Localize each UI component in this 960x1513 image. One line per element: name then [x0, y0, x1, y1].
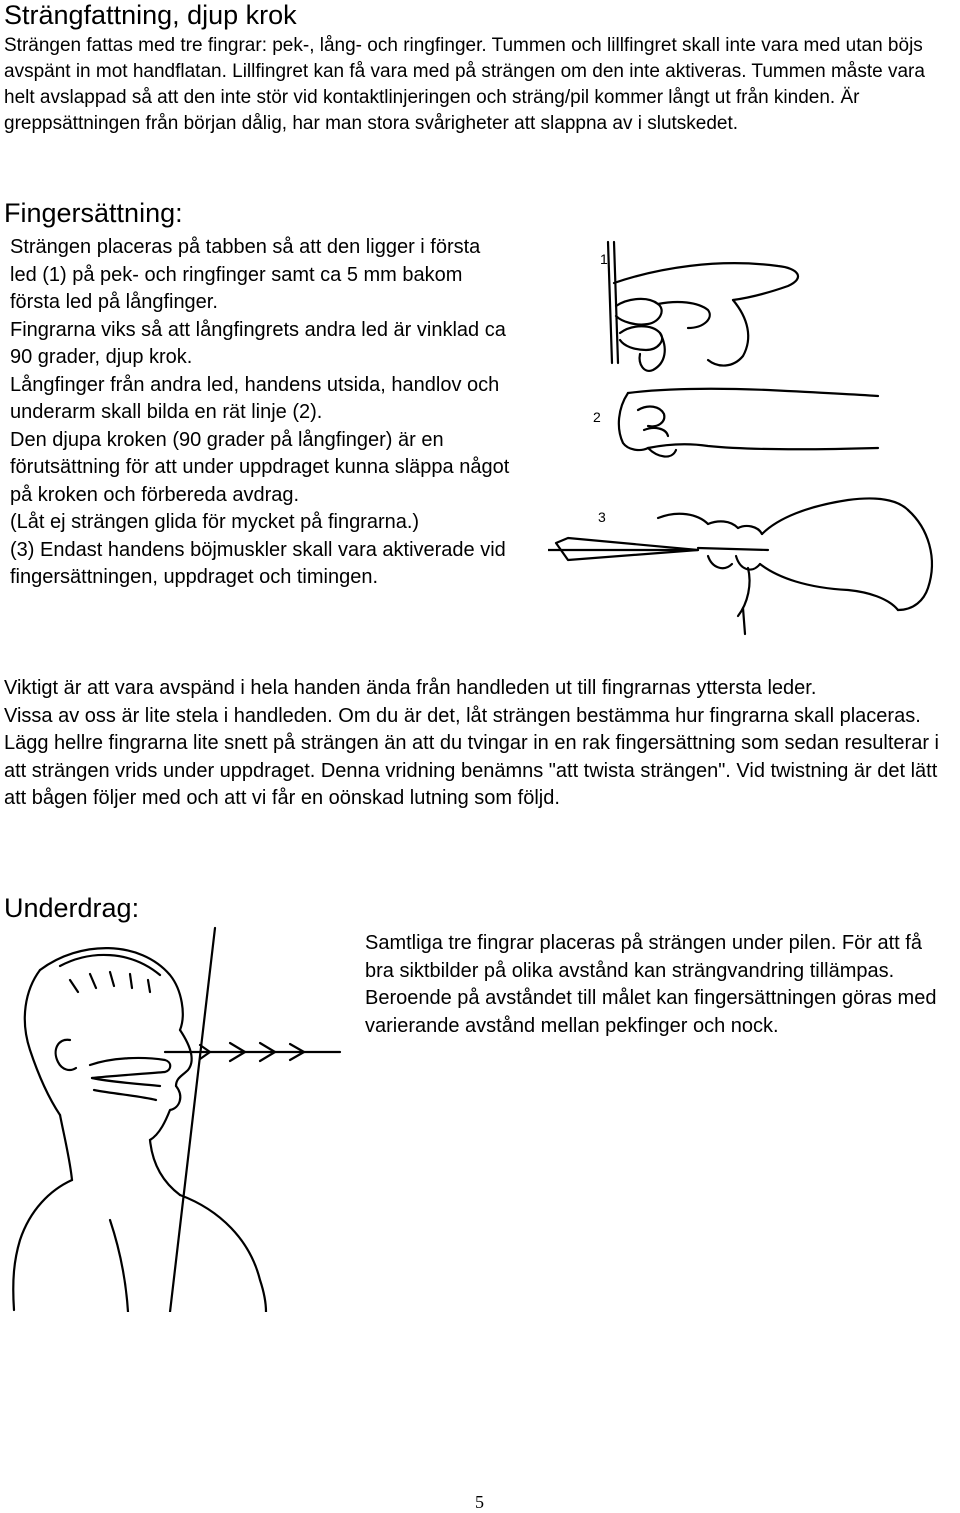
fingersattning-paragraph: (3) Endast handens böjmuskler skall vara aktiverade vid fingersättningen, uppdraget och timingen.: [10, 538, 506, 588]
hand-figure-1: [608, 242, 798, 371]
fingersattning-paragraph: Strängen placeras på tabben så att den ligger i första led (1) på pek- och ringfinger samt ca 5 mm bakom första led på långfinger.: [10, 236, 481, 313]
heading-fingersattning: Fingersättning:: [4, 198, 183, 228]
fingersattning-paragraph: Fingrarna viks så att långfingrets andra led är vinklad ca 90 grader, djup krok.: [10, 318, 506, 368]
heading-underdrag: Underdrag:: [4, 893, 140, 923]
after-paragraph: Viktigt är att vara avspänd i hela handen ända från handleden ut till fingrarnas yttersta leder.: [4, 677, 817, 699]
intro-paragraph: Strängen fattas med tre fingrar: pek-, lång- och ringfinger. Tummen och lillfingret skall inte vara med utan böjs avspänt in mot handflatan. Lillfingret kan få vara med på strängen om den inte aktiveras. Tummen måste vara helt avslappad så att den inte stör vid kontaktlinjeringen och sträng/pil kommer långt ut från kinden. Är greppsättningen från början dålig, har man stora svårigheter att slappna av i slutskedet.: [4, 35, 925, 134]
fingersattning-paragraph: (Låt ej strängen glida för mycket på fingrarna.): [10, 511, 420, 533]
hand-grip-illustration: [548, 238, 960, 638]
after-paragraph: Vissa av oss är lite stela i handleden. Om du är det, låt strängen bestämma hur fingrarna skall placeras. Lägg hellre fingrarna lite snett på strängen än att du tvingar in en rak fingersättning som sedan resulterar i att strängen vrids under uppdraget. Denna vridning benämns "att twista strängen". Vid twistning är det lätt att bågen följer med och att vi får en oönskad lutning som följd.: [4, 704, 939, 809]
fingersattning-paragraph: Den djupa kroken (90 grader på långfinger) är en förutsättning för att under uppdraget kunna släppa något på kroken och förbereda avdrag.: [10, 428, 510, 506]
figure-label: 2: [593, 409, 601, 425]
underdrag-text: Samtliga tre fingrar placeras på strängen under pilen. För att få bra siktbilder på olika avstånd kan strängvandring tillämpas. Beroende på avståndet till målet kan fingersättningen göras med varierande avstånd mellan pekfinger och nock.: [365, 932, 937, 1037]
archer-underdrag-illustration: [0, 920, 345, 1312]
figure-label: 3: [598, 509, 606, 525]
page-title: Strängfattning, djup krok: [4, 0, 297, 30]
after-text: [4, 675, 959, 813]
hand-figure-2: [619, 389, 878, 457]
figure-label: 1: [600, 251, 608, 267]
fingersattning-paragraph: Långfinger från andra led, handens utsida, handlov och underarm skall bilda en rät linje (2).: [10, 373, 500, 423]
page-number: 5: [475, 1492, 484, 1512]
fingersattning-text: [10, 234, 510, 592]
